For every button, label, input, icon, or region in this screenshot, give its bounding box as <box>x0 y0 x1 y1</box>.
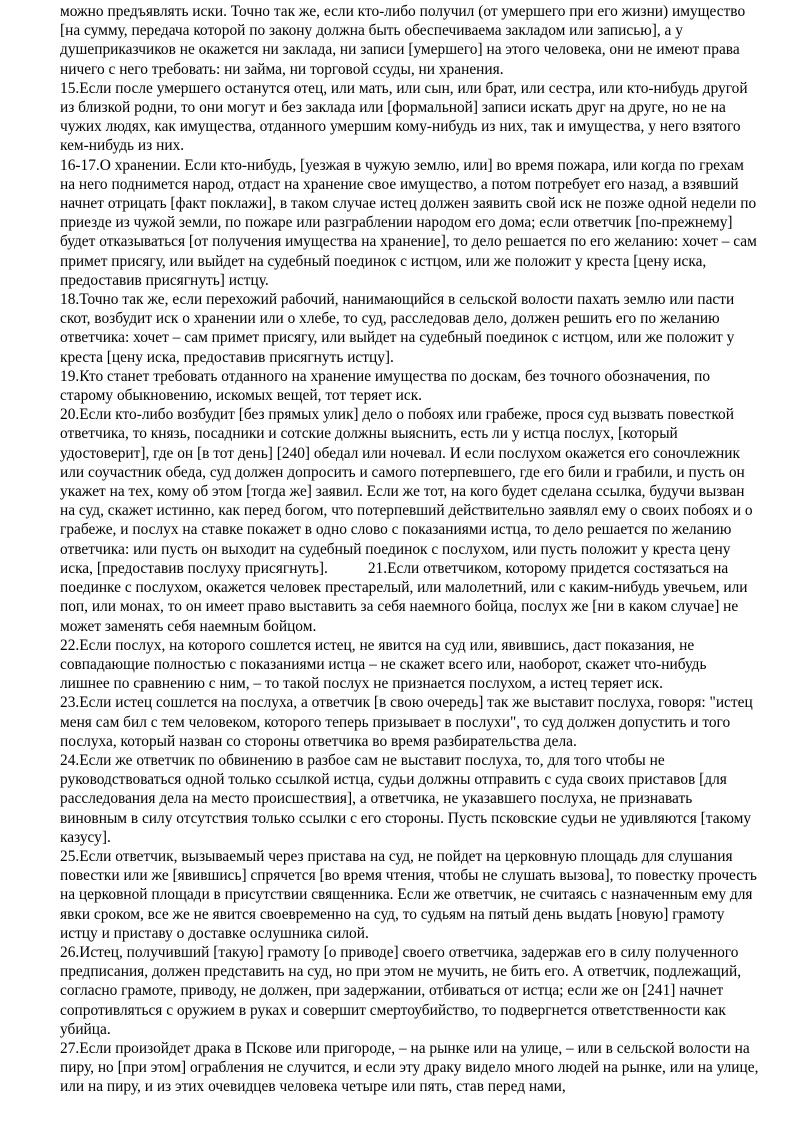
paragraph-article-24: 24.Если же ответчик по обвинению в разбое сам не выставит послуха, то, для того чтобы не руководствоваться одной только ссылкой истца, судьи должны отправить с суда своих приставов [для расследования дела на место происшествия], а ответчика, не указавшего послуха, не признавать виновным в силу отсутствия только ссылки с его стороны. Пусть псковские судьи не удивляются [такому казусу]. <box>60 751 752 846</box>
paragraph-article-20-21 <box>60 405 760 635</box>
paragraph-article-23: 23.Если истец сошлется на послуха, а ответчик [в свою очередь] так же выставит послуха, говоря: "истец меня сам бил с тем человеком, которого теперь призывает в послухи", то суд должен допустить и того послуха, который назван со стороны ответчика во время разбирательства дела. <box>60 694 753 750</box>
paragraph-article-22: 22.Если послух, на которого сошлется истец, не явится на суд или, явившись, даст показания, не совпадающие полностью с показаниями истца – не скажет всего или, наоборот, скажет что-нибудь лишнее по сравнению с ним, – то такой послух не признается послухом, а истец теряет иск. <box>60 636 707 693</box>
paragraph-continuation: можно предъявлять иски. Точно так же, если кто-либо получил (от умершего при его жизни) имущество [на сумму, передача которой по закону должна быть обеспечиваема закладом или записью], а у душеприказчиков не окажется ни заклада, ни записи [умершего] на этого человека, они не имеют права ничего с него требовать: ни займа, ни торговой ссуды, ни хранения. <box>60 3 746 78</box>
paragraph-article-25: 25.Если ответчик, вызываемый через пристава на суд, не пойдет на церковную площадь для слушания повестки или же [явившись] спрячется [во время чтения, чтобы не слушать вызова], то повестку прочесть на церковной площади в присутствии священника. Если же ответчик, не считаясь с назначенным ему для явки сроком, все же не явится своевременно на суд, то судьям на пятый день выдать [новую] грамоту истцу и приставу о доставке ослушника силой. <box>60 847 757 942</box>
paragraph-article-27: 27.Если произойдет драка в Пскове или пригороде, – на рынке или на улице, – или в сельской волости на пиру, но [при этом] ограбления не случится, и если эту драку видело много людей на рынке, или на улице, или на пиру, и из этих очевидцев человека четыре или пять, став перед нами, <box>60 1039 759 1096</box>
paragraph-article-19: 19.Кто станет требовать отданного на хранение имущества по доскам, без точного обозначения, по старому обыкновению, искомых вещей, тот теряет иск. <box>60 367 711 405</box>
paragraph-article-26: 26.Истец, получивший [такую] грамоту [о приводе] своего ответчика, задержав его в силу полученного предписания, должен представить на суд, но при этом не мучить, не бить его. А ответчик, подлежащий, согласно грамоте, приводу, не должен, при задержании, отбиваться от истца; если же он [241] начнет сопротивляться с оружием в руках и совершит смертоубийство, то подвергнется ответственности как убийца. <box>60 943 742 1038</box>
article-21-text: 21.Если ответчиком, которому придется состязаться на поединке с послухом, окажется человек престарелый, или малолетний, или с каким-нибудь увечьем, или поп, или монах, то он имеет право выставить за себя наемного бойца, послух же [ни в каком случае] не может заменять себя наемным бойцом. <box>60 559 748 635</box>
paragraph-article-16-17: 16-17.О хранении. Если кто-нибудь, [уезжая в чужую землю, или] во время пожара, или когда по грехам на него поднимется народ, отдаст на хранение свое имущество, а потом потребует его назад, а взявший начнет отрицать [факт поклажи], в таком случае истец должен заявить свой иск не позже одной недели по приезде из чужой земли, по пожаре или разграблении народом его дома; если ответчик [по-прежнему] будет отказываться [от получения имущества на хранение], то дело решается по его желанию: хочет – сам примет присягу, или выйдет на судебный поединок с истцом, или же положит у креста [цену иска, предоставив присягнуть] истцу. <box>60 156 757 289</box>
paragraph-article-15: 15.Если после умершего останутся отец, или мать, или сын, или брат, или сестра, или кто-нибудь другой из близкой родни, то они могут и без заклада или [формальной] записи искать друг на друге, но не на чужих людях, как имущества, отданного умершим кому-нибудь из них, так и имущества, у него взятого кем-нибудь из них. <box>60 79 748 155</box>
paragraph-article-18: 18.Точно так же, если перехожий рабочий, нанимающийся в сельской волости пахать землю или пасти скот, возбудит иск о хранении или о хлебе, то суд, расследовав дело, должен решить его по желанию ответчика: хочет – сам примет присягу, или выйдет на судебный поединок с истцом, или же положит у креста [цену иска, предоставив присягнуть истцу]. <box>60 291 735 366</box>
article-20-text: 20.Если кто-либо возбудит [без прямых улик] дело о побоях или грабеже, прося суд вызвать повесткой ответчика, то князь, посадники и сотские должны выяснить, есть ли у истца послух, [который удостоверит], где он [в тот день] [240] обедал или ночевал. И если послухом окажется его соночлежник или соучастник обеда, суд должен допросить и самого потерпевшего, где его били и грабили, и пусть он укажет на тех, кому об этом [тогда же] заявил. Если же тот, на кого будет сделана ссылка, будучи вызван на суд, скажет истинно, как перед богом, что потерпевший действительно заявлял ему о своих побоях и о грабеже, и послух на ставке покажет в одно слово с показаниями истца, то дело решается по желанию ответчика: или пусть он выходит на судебный поединок с послухом, или пусть положит у креста цену иска, [предоставив послуху присягнуть]. <box>60 406 753 577</box>
